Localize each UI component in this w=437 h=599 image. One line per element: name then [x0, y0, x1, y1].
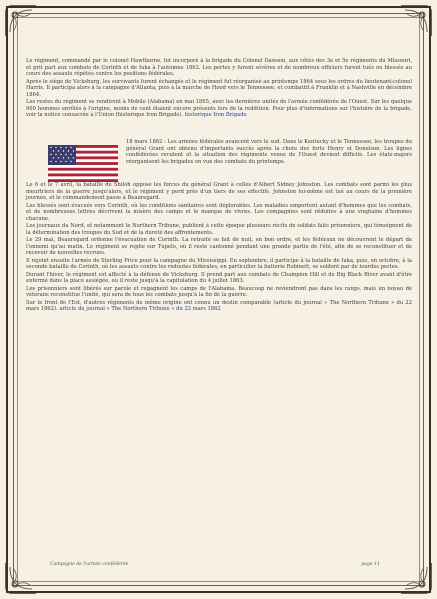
- iron-brigade-link[interactable]: historique Iron Brigade: [184, 112, 247, 119]
- page-footer: [50, 562, 380, 567]
- flag-section: [26, 139, 412, 182]
- body-paragraph: Le 6 et le 7 avril, la bataille de Shiloh oppose les forces du général Grant à celles d'Albert Sidney Johnston. Les combats sont parmi les plus meurtriers de la guerre jusqu'alors, et le régiment y perd près d'un tiers de ses effectifs. Johnston lui-même est tué au cours de la première journée, et le commandement passe à Beauregard.: [26, 181, 412, 202]
- corner-ornament-icon: [399, 4, 433, 38]
- body-paragraph: Le 29 mai, Beauregard ordonne l'évacuation de Corinth. La retraite se fait de nuit, en bon ordre, et les fédéraux ne découvrent le départ de l'ennemi qu'au matin. Le régiment se replie sur Tupelo, où il reste cantonné pendant une grande partie de l'été, afin de se reconstituer et de recevoir de nouvelles recrues.: [26, 237, 412, 257]
- body-paragraph: Les prisonniers sont libérés sur parole et regagnent les camps de l'Alabama. Beaucoup ne reviendront pas dans les rangs, mais un noyau de vétérans reconstitue l'unité, qui sera de tous les combats jusqu'à la fin de la guerre.: [26, 285, 412, 299]
- intro-paragraph-text: Les restes du régiment se rendirent à Mobile (Alabama) en mai 1865, avec les dernières unités de l'armée confédérée de l'Ouest. Sur les quelque 900 hommes enrôlés à l'origine, moins de cent étaient encore présents lors de la reddition. Pour plus d'informations sur l'histoire de la brigade, voir la notice consacrée à l'Union (historique Iron Brigade).: [26, 99, 412, 119]
- corner-ornament-icon: [4, 4, 38, 38]
- intro-paragraph: Le régiment, commandé par le colonel Hawthorne, fut incorporé à la brigade du Colonel Dawson, aux côtés des 3e et 5e régiments du Missouri, et prit part aux combats de Corinth et de Iuka à l'automne 1862. Les pertes y furent sévères et de nombreux officiers furent tués ou blessés au cours des assauts répétés contre les positions fédérales.: [26, 58, 412, 78]
- intro-paragraph: Après le siège de Vicksburg, les survivants furent échangés et le régiment fut réorganisé au printemps 1864 sous les ordres du lieutenant-colonel Harris. Il participa alors à la campagne d'Atlanta, puis à la marche de Hood vers le Tennessee, et combattit à Franklin et à Nashville en décembre 1864.: [26, 78, 412, 98]
- document-body: [26, 58, 412, 314]
- body-paragraph-text: Sur le front de l'Est, d'autres régiments de même origine ont connu un destin comparable (article du journal « The Northern Tribune » du 22 mars 1862).: [26, 299, 412, 313]
- main-section: [26, 182, 412, 313]
- corner-ornament-icon: [4, 561, 38, 595]
- body-paragraph: Il rejoint ensuite l'armée de Sterling Price pour la campagne du Mississippi. En septembre, il participe à la bataille de Iuka, puis, en octobre, à la seconde bataille de Corinth, où les assauts contre les redoutes fédérales, en particulier la batterie Robinett, se soldent par de lourdes pertes.: [26, 257, 412, 271]
- northern-tribune-link[interactable]: article du journal « The Northern Tribune » du 22 mars 1862: [59, 306, 221, 313]
- body-paragraph: Durant l'hiver, le régiment est affecté à la défense de Vicksburg. Il prend part aux combats de Champion Hill et de Big Black River avant d'être enfermé dans la place assiégée, où il reste jusqu'à la capitulation du 4 juillet 1863.: [26, 271, 412, 285]
- intro-paragraph: [26, 99, 412, 119]
- body-paragraph: Les blessés sont évacués vers Corinth, où les conditions sanitaires sont déplorables. Les maladies emportent autant d'hommes que les combats, et de nombreuses lettres décrivent la misère des camps et le manque de vivres. Les compagnies sont réduites à une vingtaine d'hommes chacune.: [26, 202, 412, 222]
- body-paragraph: [26, 300, 412, 313]
- page-number: page 11: [361, 562, 380, 567]
- body-paragraph: Les journaux du Nord, et notamment le Northern Tribune, publient à cette époque plusieurs récits de soldats faits prisonniers, qui témoignent de la détermination des troupes du Sud et de la dureté des affrontements.: [26, 223, 412, 236]
- footer-title: Campagne de l'armée confédérée: [50, 562, 129, 567]
- us-flag-icon: [48, 145, 118, 182]
- corner-ornament-icon: [399, 561, 433, 595]
- intro-section: [26, 58, 412, 119]
- flag-paragraph: 18 mars 1862 : Les armées fédérales avancent vers le sud. Dans le Kentucky et le Tennessee, les troupes du général Grant ont obtenu d'importants succès après la chute des forts Henry et Donelson. Les lignes confédérées reculent et la situation des régiments venus de l'Ouest devient difficile. Les états-majors réorganisent les brigades en vue des combats du printemps.: [126, 138, 412, 165]
